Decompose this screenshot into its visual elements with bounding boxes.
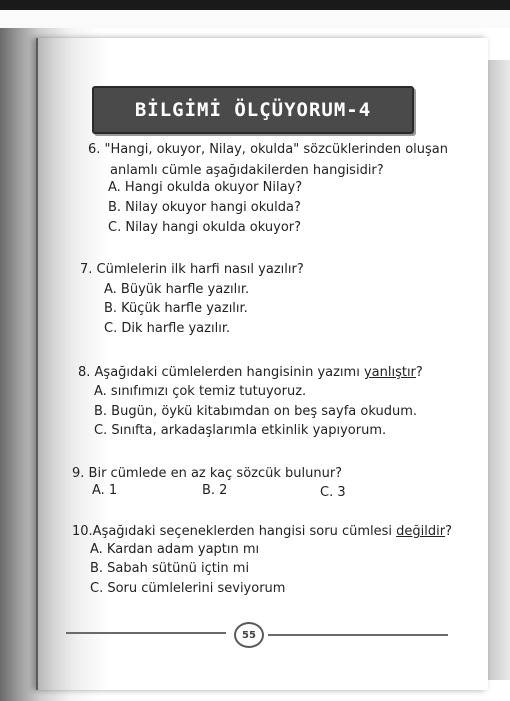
question-9-option-a: A. 1 [92, 483, 118, 498]
page-title: BİLGİMİ ÖLÇÜYORUM-4 [134, 99, 372, 121]
question-7-option-a: A. Büyük harfle yazılır. [104, 282, 250, 297]
question-10-question-mark: ? [445, 524, 452, 539]
question-10-underlined-word: değildir [396, 524, 446, 539]
question-10-option-c: C. Soru cümlelerini seviyorum [90, 581, 286, 596]
footer-divider-left [66, 632, 226, 634]
question-6-line-2: anlamlı cümle aşağıdakilerden hangisidir? [110, 163, 384, 178]
question-10-option-a: A. Kardan adam yaptın mı [90, 542, 260, 557]
question-7-option-b: B. Küçük harfle yazılır. [104, 301, 248, 316]
footer-divider-right [268, 634, 448, 636]
question-9-line-1: 9. Bir cümlede en az kaç sözcük bulunur? [72, 466, 343, 481]
question-6-option-b: B. Nilay okuyor hangi okulda? [108, 200, 301, 215]
question-9-option-c: C. 3 [320, 485, 346, 500]
page-right-edge [488, 60, 510, 680]
question-8-option-c: C. Sınıfta, arkadaşlarımla etkinlik yapıyorum. [94, 423, 387, 438]
question-8-line-1 [78, 366, 423, 379]
page-number: 55 [234, 622, 264, 648]
question-8-underlined-word: yanlıştır [363, 365, 416, 380]
question-6-line-1: 6. "Hangi, okuyor, Nilay, okulda" sözcüklerinden oluşan [88, 142, 449, 157]
question-6-option-c: C. Nilay hangi okulda okuyor? [108, 220, 302, 235]
question-10-text: 10.Aşağıdaki seçeneklerden hangisi soru cümlesi [72, 524, 397, 539]
scan-top-edge [0, 0, 510, 10]
title-banner [92, 86, 414, 134]
scan-top-margin [0, 10, 510, 28]
question-6-option-a: A. Hangi okulda okuyor Nilay? [108, 180, 303, 195]
question-7-option-c: C. Dik harfle yazılır. [104, 321, 231, 336]
question-8-option-b: B. Bugün, öykü kitabımdan on beş sayfa okudum. [94, 404, 418, 419]
question-8-text: 8. Aşağıdaki cümlelerden hangisinin yazımı [78, 365, 364, 380]
question-8-option-a: A. sınıfımızı çok temiz tutuyoruz. [94, 384, 307, 399]
question-8-question-mark: ? [415, 365, 423, 380]
question-7-line-1: 7. Cümlelerin ilk harfi nasıl yazılır? [80, 262, 304, 277]
question-10-option-b: B. Sabah sütünü içtin mi [90, 561, 250, 576]
question-10-line-1 [72, 525, 452, 538]
question-9-option-b: B. 2 [202, 483, 228, 498]
